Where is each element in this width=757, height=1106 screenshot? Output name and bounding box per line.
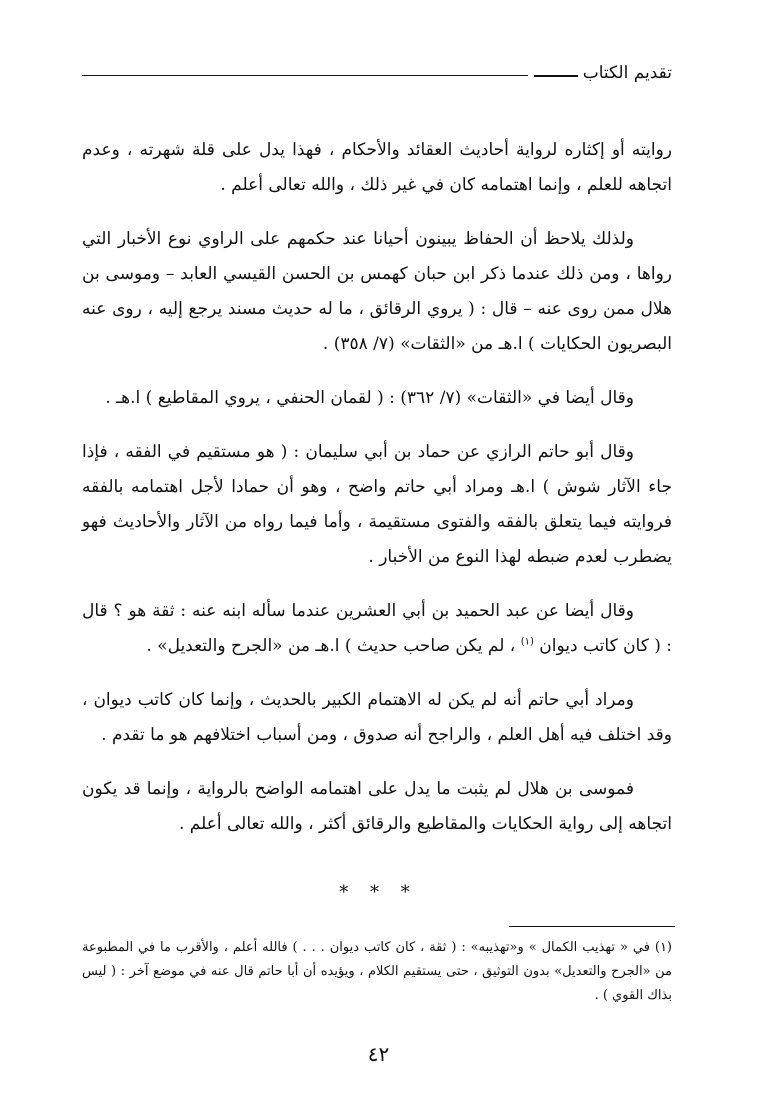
main-text — [82, 133, 672, 861]
header-rule — [82, 75, 528, 76]
paragraph: ومراد أبي حاتم أنه لم يكن له الاهتمام الكبير بالحديث ، وإنما كان كاتب ديوان ، وقد اختلف فيه أهل العلم ، والراجح أنه صدوق ، ومن أسباب اختلافهم هو ما تقدم . — [82, 690, 672, 745]
paragraph-text: ، لم يكن صاحب حديث ) ا.هـ من «الجرح والتعديل» . — [146, 636, 521, 656]
paragraph: ولذلك يلاحظ أن الحفاظ يبينون أحيانا عند حكمهم على الراوي نوع الأخبار التي رواها ، ومن ذلك عندما ذكر ابن حبان كهمس بن الحسن القيسي العابد – وموسى بن هلال ممن روى عنه – قال : ( يروي الرقائق ، ما له حديث مسند يرجع إليه ، روى عنه البصريون الحكايات ) ا.هـ من «الثقات» (٧/ ٣٥٨) . — [82, 229, 672, 354]
paragraph: فموسى بن هلال لم يثبت ما يدل على اهتمامه الواضح بالرواية ، وإنما قد يكون اتجاهه إلى رواية الحكايات والمقاطيع والرقائق أكثر ، والله تعالى أعلم . — [82, 779, 672, 834]
paragraph: وقال أبو حاتم الرازي عن حماد بن أبي سليمان : ( هو مستقيم في الفقه ، فإذا جاء الآثار شوش ) ا.هـ ومراد أبي حاتم واضح ، وهو أن حمادا لأجل اهتمامه بالفقه فروايته فيما يتعلق بالفقه والفتوى مستقيمة ، وأما فيما رواه من الآثار والأحاديث فهو يضطرب لعدم ضبطه لهذا النوع من الأخبار . — [82, 442, 672, 567]
running-header — [82, 62, 672, 88]
paragraph — [82, 594, 672, 664]
page-number: ٤٢ — [367, 1042, 390, 1066]
footnote: (١) في « تهذيب الكمال » و«تهذيبه» : ( ثقة ، كان كاتب ديوان . . . ) فالله أعلم ، والأقرب ما في المطبوعة من «الجرح والتعديل» بدون التوثيق ، حتى يستقيم الكلام ، ويؤيده أن أبا حاتم قال عنه في موضع آخر : ( ليس بذاك القوي ) . — [82, 940, 672, 1003]
header-title: تقديم الكتاب — [582, 63, 672, 83]
header-rule-short — [534, 75, 578, 77]
footnote-rule — [509, 926, 675, 927]
footnote-reference[interactable]: (١) — [520, 636, 534, 648]
paragraph: وقال أيضا في «الثقات» (٧/ ٣٦٢) : ( لقمان الحنفي ، يروي المقاطيع ) ا.هـ . — [105, 388, 634, 408]
paragraph-text: وقال أيضا عن عبد الحميد بن أبي العشرين عندما سأله ابنه عنه : ثقة هو ؟ قال : ( كان كاتب ديوان — [82, 601, 672, 656]
footnotes — [82, 936, 672, 1008]
section-separator: * * * — [339, 882, 418, 903]
paragraph: روايته أو إكثاره لرواية أحاديث العقائد والأحكام ، فهذا يدل على قلة شهرته ، وعدم اتجاهه للعلم ، وإنما اهتمامه كان في غير ذلك ، والله تعالى أعلم . — [82, 140, 672, 195]
